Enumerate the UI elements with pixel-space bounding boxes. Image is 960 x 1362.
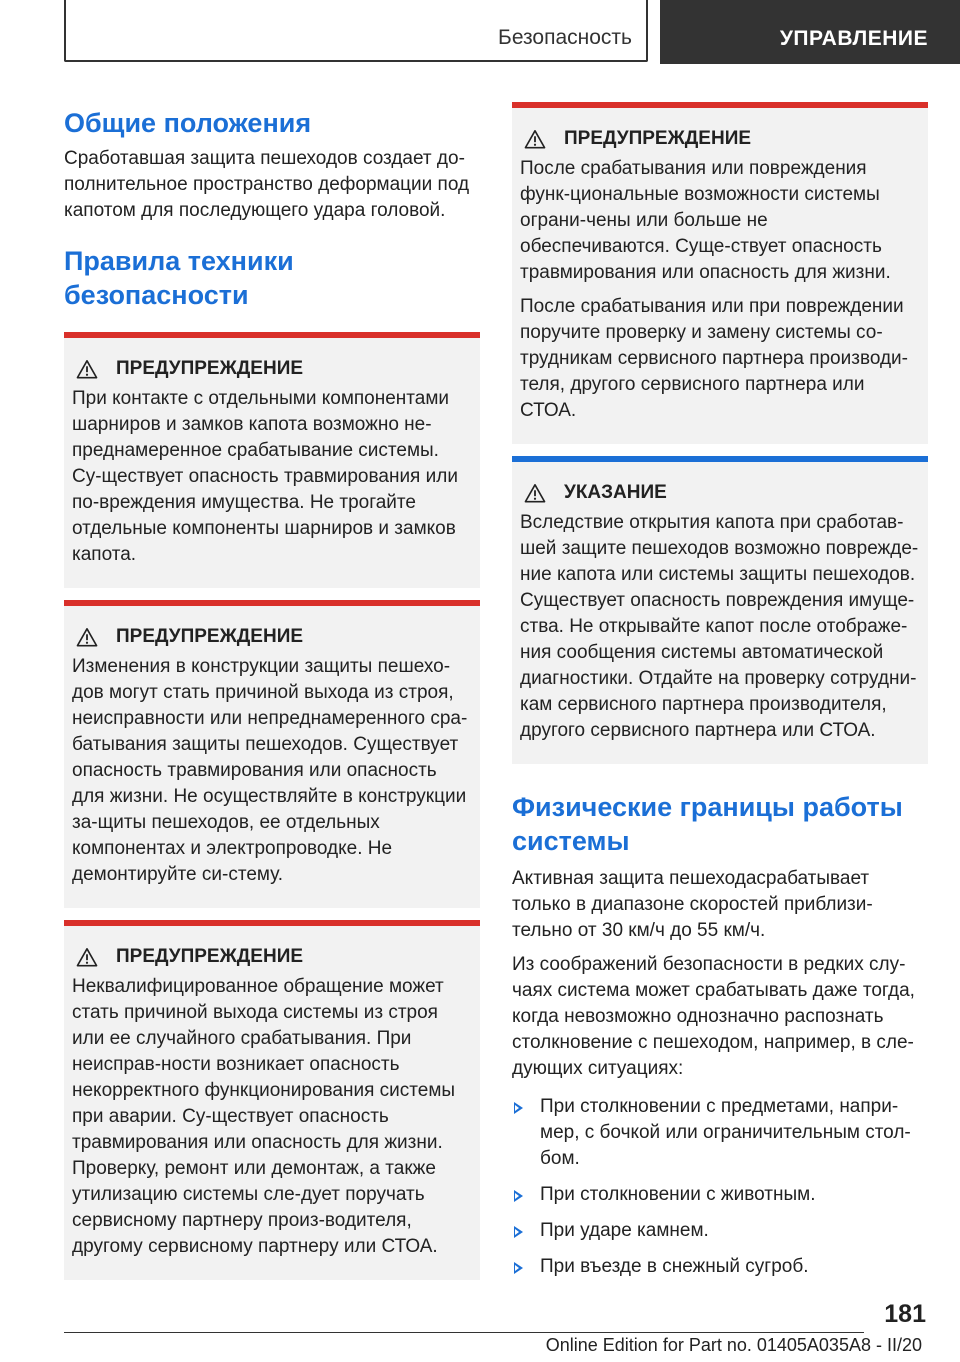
warning-triangle-icon [76,359,98,379]
warning-text: После срабатывания или при повреждении поручите проверку и замену системы со-трудникам сервисного партнера производи-теля, другого сервисного партнера или СТОА. [520,296,908,421]
heading-safety-rules: Правила техники безопасности [64,246,294,310]
warning-text: Изменения в конструкции защиты пешехо-дов могут стать причиной выхода из строя, неисправности или непреднамеренного сра-батывания защиты пешеходов. Существует опасность травмирования или опасность для жизни. Не осуществляйте в конструкции за-щиты пешеходов, ее отдельных компонентах и электропроводке. Не демонтируйте си-стему. [72,656,468,885]
note-text: Вследствие открытия капота при сработав-шей защите пешеходов возможно поврежде-ние капота или системы защиты пешеходов. Существует опасность повреждения имуще-ства. Не открывайте капот после отображе-ния сообщения системы автоматической диагностики. Отдайте на проверку сотрудни-кам сервисного партнера производителя, другого сервисного партнера или СТОА. [520,512,919,741]
warning-box-title [72,624,472,650]
header-chapter-title: УПРАВЛЕНИЕ [779,27,928,50]
warning-box-title [72,944,472,970]
bullet-triangle-icon [514,1262,523,1274]
footer-edition: Online Edition for Part no. 01405A035A8 - II/20 [545,1335,922,1355]
warning-box-2 [64,600,480,908]
list-item-text: При ударе камнем. [540,1220,709,1241]
list-item [512,1094,928,1172]
warning-box-4 [512,102,928,444]
warning-box-title [72,356,472,382]
warning-triangle-icon [524,129,546,149]
list-item-text: При столкновении с животным. [540,1184,816,1205]
note-box [512,456,928,764]
warning-triangle-icon [76,627,98,647]
warning-text: После срабатывания или повреждения функ-циональные возможности системы ограни-чены или больше не обеспечиваются. Суще-ствует опасность травмирования или опасность для жизни. [520,158,891,283]
bullet-triangle-icon [514,1226,523,1238]
warning-title-text: ПРЕДУПРЕЖДЕНИЕ [116,626,304,647]
footer-divider [64,1332,864,1333]
page-number: 181 [884,1300,926,1328]
bullet-triangle-icon [514,1102,523,1114]
right-column [512,102,928,1290]
header-section-tab [64,0,648,62]
bullet-triangle-icon [514,1190,523,1202]
warning-triangle-icon [524,483,546,503]
heading-general: Общие положения [64,108,312,138]
header-section-title: Безопасность [498,26,632,49]
warning-triangle-icon [76,947,98,967]
list-item [512,1182,928,1208]
warning-text: Неквалифицированное обращение может стать причиной выхода системы из строя или ее случайного срабатывания. При неисправ-ности возникает опасность некорректного функционирования системы при аварии. Су-ществует опасность травмирования или опасность для жизни. Проверку, ремонт или демонтаж, а также утилизацию системы сле-дует поручать сервисному партнеру произ-водителя, другому сервисному партнеру или СТОА. [72,976,456,1257]
warning-title-text: ПРЕДУПРЕЖДЕНИЕ [116,946,304,967]
list-item-text: При столкновении с предметами, напри-мер, с бочкой или ограничительным стол-бом. [540,1096,911,1169]
list-item [512,1218,928,1244]
situation-list [512,1094,928,1280]
warning-title-text: ПРЕДУПРЕЖДЕНИЕ [564,128,752,149]
header-chapter-tab [660,0,960,64]
warning-box-1 [64,332,480,588]
paragraph-general: Сработавшая защита пешеходов создает до-полнительное пространство деформации под капотом для последующего удара головой. [64,148,470,221]
warning-title-text: ПРЕДУПРЕЖДЕНИЕ [116,358,304,379]
warning-box-title [520,126,920,152]
paragraph-limits-2: Из соображений безопасности в редких слу-чаях система может срабатывать даже тогда, когда невозможно однозначно распознать столкновение с пешеходом, например, в сле-дующих ситуациях: [512,954,915,1079]
left-column [64,100,480,1280]
paragraph-limits-1: Активная защита пешеходасрабатывает только в диапазоне скоростей приблизи-тельно от 30 км/ч до 55 км/ч. [512,868,873,941]
list-item [512,1254,928,1280]
note-box-title [520,480,920,506]
note-title-text: УКАЗАНИЕ [564,482,667,503]
warning-text: При контакте с отдельными компонентами шарниров и замков капота возможно не-преднамеренное срабатывание системы. Су-ществует опасность травмирования или по-вреждения имущества. Не трогайте отдельные компоненты шарниров и замков капота. [72,388,458,565]
warning-box-3 [64,920,480,1280]
list-item-text: При въезде в снежный сугроб. [540,1256,809,1277]
heading-physical-limits: Физические границы работы системы [512,792,903,856]
